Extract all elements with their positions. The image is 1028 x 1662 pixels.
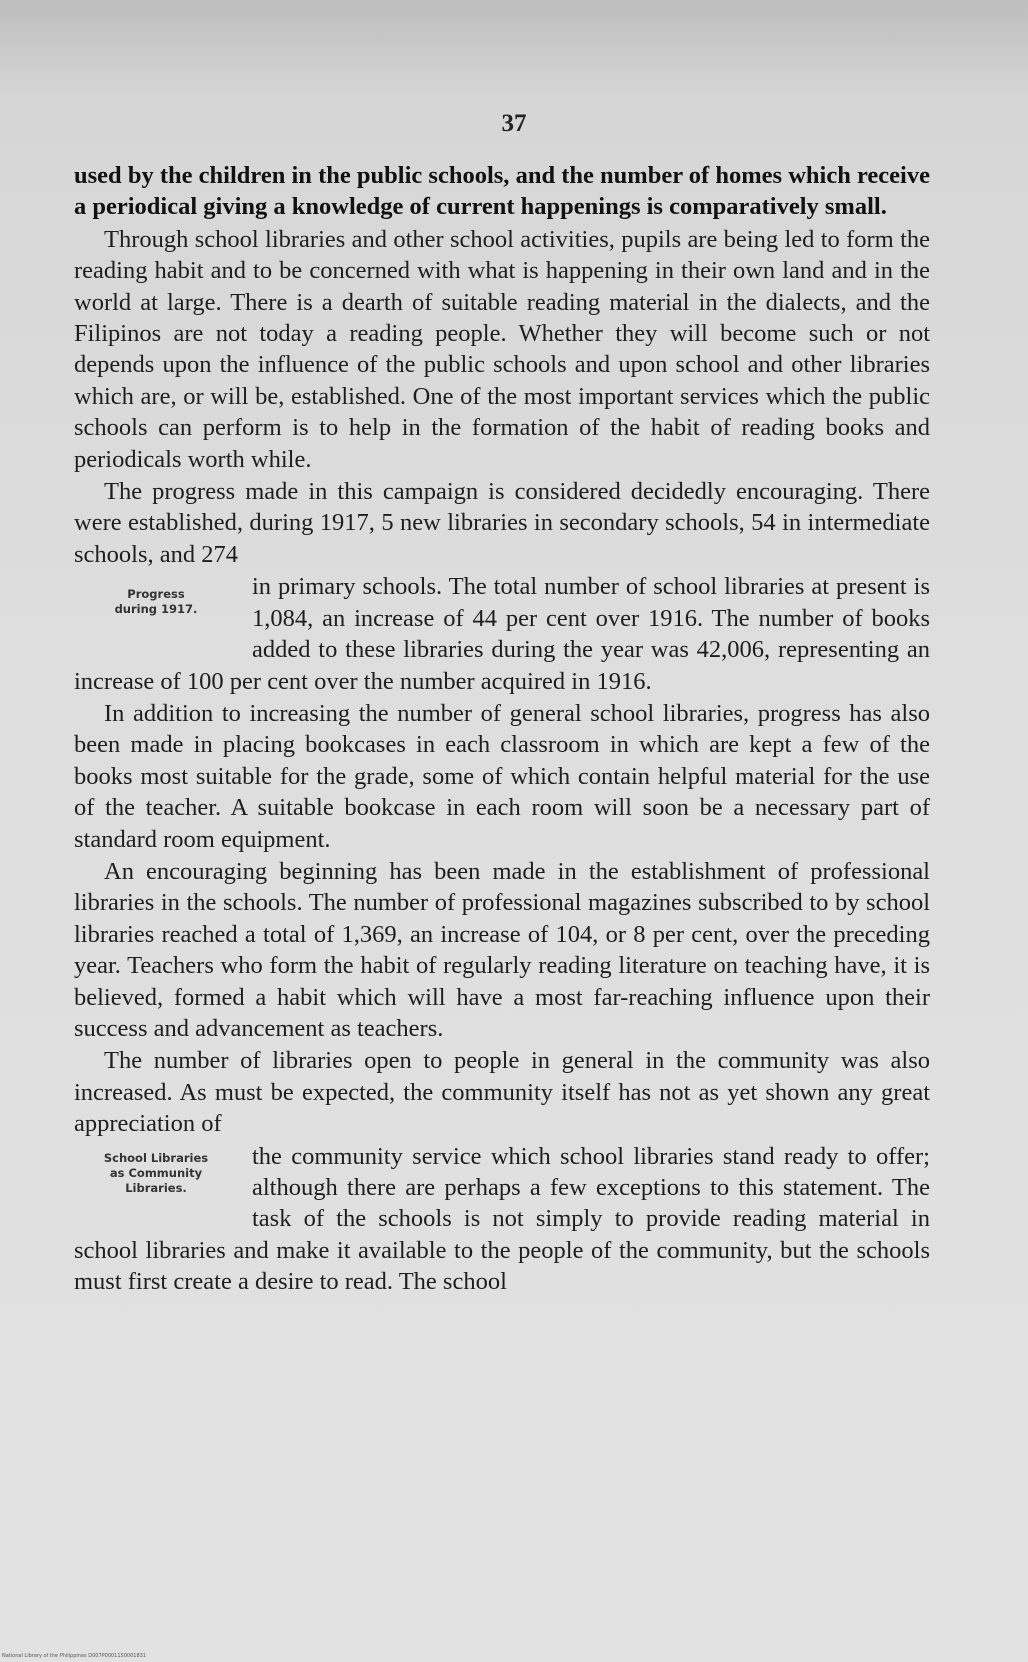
margin-note-line: as Community [109, 1165, 203, 1180]
paragraph: The number of libraries open to people in general in the community was also increased. As must be expected, the community itself has not as yet shown any great appreciation of [74, 1047, 930, 1138]
paragraph: used by the children in the public schools, and the number of homes which receive a periodical giving a knowledge of current happenings is comparatively small. [74, 162, 930, 221]
margin-note-line: Libraries. [125, 1180, 187, 1195]
paragraph-continued [74, 1141, 930, 1298]
paragraph: The progress made in this campaign is considered decidedly encouraging. There were established, during 1917, 5 new libraries in secondary schools, 54 in intermediate schools, and 274 [74, 478, 930, 568]
paragraph: An encouraging beginning has been made in the establishment of professional libraries in the schools. The number of professional magazines subscribed to by school libraries reached a total of 1,369, an increase of 104, or 8 per cent, over the preceding year. Teachers who form the habit of regularly reading literature on teaching have, it is believed, formed a habit which will have a most far-reaching influence upon their success and advancement as teachers. [74, 857, 930, 1042]
paragraph: Through school libraries and other school activities, pupils are being led to form the reading habit and to be concerned with what is happening in their own land and in the world at large. There is a dearth of suitable reading material in the dialects, and the Filipinos are not today a reading people. Whether they will become such or not depends upon the influence of the public schools and upon school and other libraries which are, or will be, established. One of the most important services which the public schools can perform is to help in the formation of the habit of reading books and periodicals worth while. [74, 225, 930, 473]
paragraph-continued [74, 571, 930, 697]
margin-note-line: Progress [127, 587, 185, 602]
body-text [74, 160, 930, 1298]
margin-note-community [74, 1141, 252, 1235]
paragraph-text: in primary schools. The total number of school libraries at present is 1,084, an increase of 44 per cent over 1916. The number of books added to these libraries during the year was 42,006, representing an increase of 100 per cent over the number acquired in 1916. [74, 573, 930, 695]
page-number: 37 [501, 110, 527, 137]
footer-credit: National Library of the Philippines D007P0001150001831 [2, 1653, 146, 1659]
paragraph: In addition to increasing the number of general school libraries, progress has also been made in placing bookcases in each classroom in which are kept a few of the books most suitable for the grade, some of which contain helpful material for the use of the teacher. A suitable bookcase in each room will soon be a necessary part of standard room equipment. [74, 699, 930, 853]
paragraph-text: the community service which school libraries stand ready to offer; although there are perhaps a few exceptions to this statement. The task of the schools is not simply to provide reading material in school libraries and make it available to the people of the community, but the schools must first create a desire to read. The school [74, 1142, 930, 1296]
margin-note-line: during 1917. [114, 602, 198, 617]
margin-note-line: School Libraries [103, 1150, 209, 1165]
margin-note-progress [74, 571, 252, 665]
